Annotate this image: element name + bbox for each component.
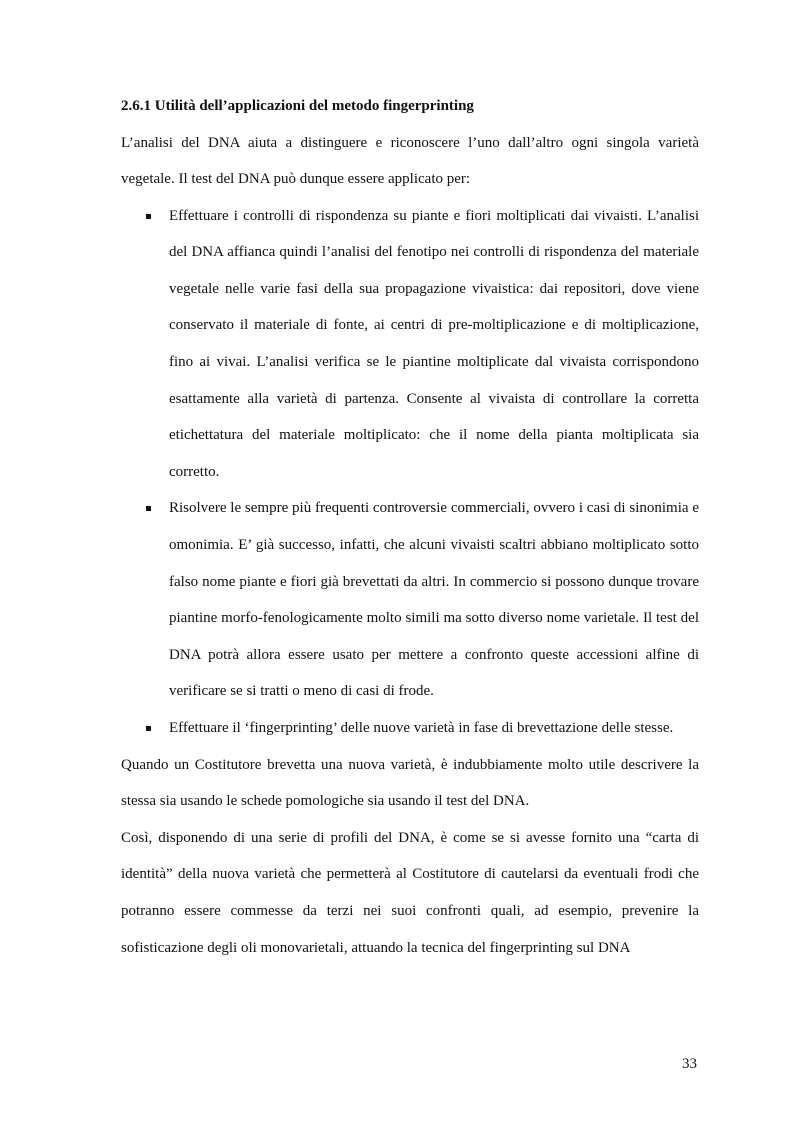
square-bullet-icon (146, 214, 151, 219)
page-number: 33 (682, 1056, 697, 1072)
list-item-text: Effettuare il ‘fingerprinting’ delle nuove varietà in fase di brevettazione delle stesse. (169, 720, 674, 736)
list-item (121, 490, 699, 710)
square-bullet-icon (146, 726, 151, 731)
square-bullet-icon (146, 506, 151, 511)
patent-paragraph: Quando un Costitutore brevetta una nuova varietà, è indubbiamente molto utile descrivere la stessa sia usando le schede pomologiche sia usando il test del DNA. (121, 756, 699, 810)
page-body (121, 88, 699, 966)
intro-paragraph: L’analisi del DNA aiuta a distinguere e riconoscere l’uno dall’altro ogni singola varietà vegetale. Il test del DNA può dunque essere applicato per: (121, 134, 699, 188)
list-item-text: Effettuare i controlli di rispondenza su piante e fiori moltiplicati dai vivaisti. L’analisi del DNA affianca quindi l’analisi del fenotipo nei controlli di rispondenza del materiale vegetale nelle varie fasi della sua propagazione vivaistica: dai repositori, dove viene conservato il materiale di fonte, ai centri di pre-moltiplicazione e di moltiplicazione, fino ai vivai. L’analisi verifica se le piantine moltiplicate dal vivaista corrispondono esattamente alla varietà di partenza. Consente al vivaista di controllare la corretta etichettatura del materiale moltiplicato: che il nome della pianta moltiplicata sia corretto. (169, 207, 699, 480)
list-item (121, 198, 699, 491)
list-item (121, 710, 699, 747)
section-heading: 2.6.1 Utilità dell’applicazioni del metodo fingerprinting (121, 98, 474, 114)
list-item-text: Risolvere le sempre più frequenti controversie commerciali, ovvero i casi di sinonimia e omonimia. E’ già successo, infatti, che alcuni vivaisti scaltri abbiano moltiplicato sotto falso nome piante e fiori già brevettati da altri. In commercio si possono dunque trovare piantine morfo-fenologicamente molto simili ma sotto diverso nome varietale. Il test del DNA potrà allora essere usato per mettere a confronto queste accessioni alfine di verificare se si tratti o meno di casi di frode. (169, 500, 699, 700)
identity-paragraph: Così, disponendo di una serie di profili del DNA, è come se si avesse fornito una “carta di identità” della nuova varietà che permetterà al Costitutore di cautelarsi da eventuali frodi che potranno essere commesse da terzi nei suoi confronti quali, ad esempio, prevenire la sofisticazione degli oli monovarietali, attuando la tecnica del fingerprinting sul DNA (121, 829, 699, 956)
applications-list (121, 198, 699, 747)
